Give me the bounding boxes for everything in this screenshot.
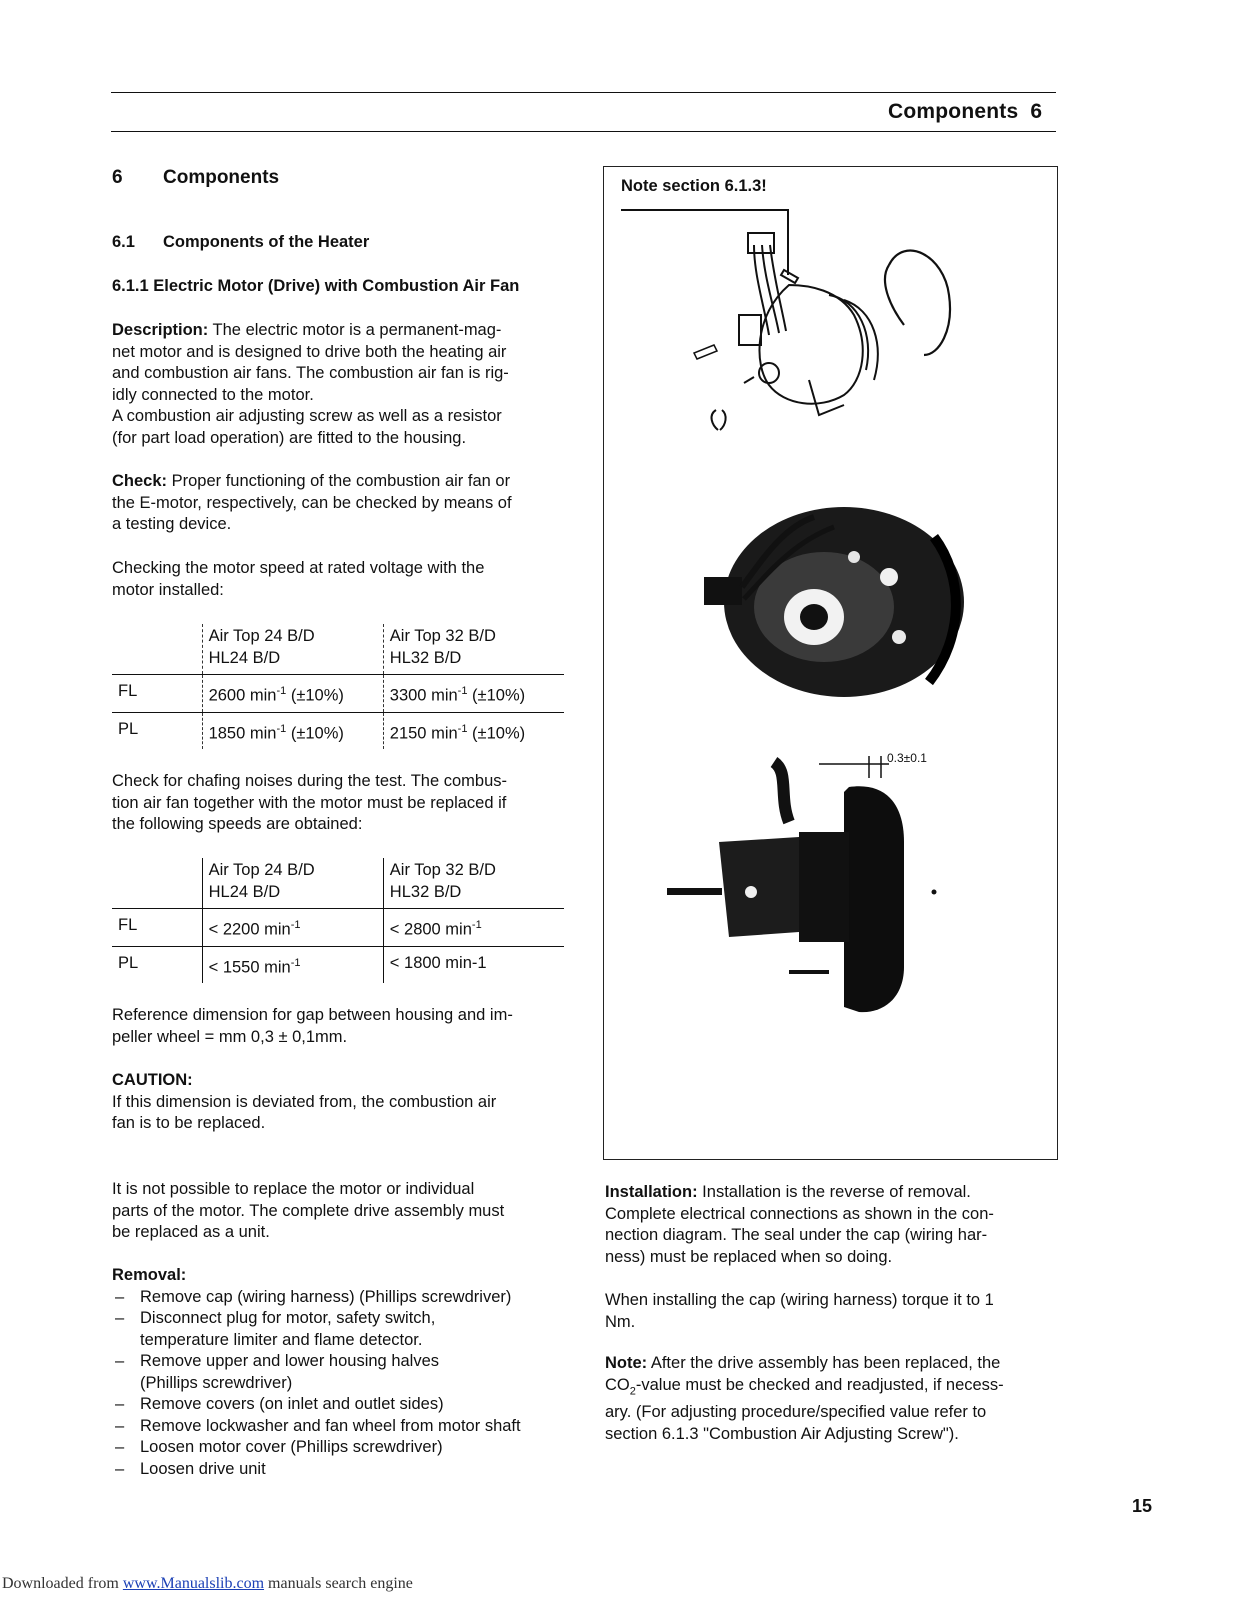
speed-value: 2150 min [389, 724, 458, 742]
row-label: PL [112, 946, 202, 983]
table-cell [383, 909, 564, 947]
checking-speed-line: Checking the motor speed at rated voltage with the [112, 559, 485, 577]
caution-block [112, 1070, 562, 1135]
tolerance: (±10%) [286, 724, 344, 742]
model-label: Air Top 32 B/D [389, 861, 496, 879]
table-header-row [112, 624, 564, 675]
download-footer [2, 1575, 413, 1593]
description-line: The electric motor is a permanent-mag- [208, 321, 502, 339]
installation-line: nection diagram. The seal under the cap (wiring har- [605, 1226, 988, 1244]
description-line: net motor and is designed to drive both the heating air [112, 342, 507, 361]
model-label: HL32 B/D [389, 882, 462, 901]
note-paragraph [605, 1353, 1055, 1445]
table-cell [383, 675, 564, 713]
speed-exponent: -1 [290, 919, 301, 931]
header-title [888, 100, 1042, 124]
check-line: the E-motor, respectively, can be checked by means of [112, 493, 512, 512]
table-row [112, 946, 564, 983]
header-chapter-number: 6 [1030, 100, 1043, 123]
speed-value: < 1800 min-1 [389, 953, 487, 972]
table-header-blank [112, 624, 202, 675]
speed-value: < 1550 min [208, 958, 291, 976]
list-item [112, 1394, 572, 1416]
table-header-cell [202, 624, 383, 675]
step-text: Remove covers (on inlet and outlet sides) [140, 1395, 444, 1413]
step-text: Remove cap (wiring harness) (Phillips screwdriver) [140, 1287, 512, 1306]
replace-note-line: parts of the motor. The complete drive assembly must [112, 1201, 505, 1220]
replace-note-line: be replaced as a unit. [112, 1223, 270, 1241]
description-line: (for part load operation) are fitted to the housing. [112, 428, 467, 447]
table-header-cell [202, 858, 383, 909]
subsection-heading [112, 233, 370, 252]
list-item [112, 1308, 572, 1351]
speed-value: 1850 min [208, 724, 277, 742]
step-text: Remove upper and lower housing halves [140, 1352, 440, 1370]
checking-speed-paragraph [112, 558, 562, 601]
tolerance: (±10%) [467, 724, 526, 742]
chafing-paragraph [112, 771, 562, 836]
installation-paragraph [605, 1182, 1055, 1268]
subsection-number: 6.1 [112, 233, 135, 251]
torque-paragraph [605, 1290, 1055, 1333]
subsection-title: Components of the Heater [163, 233, 370, 251]
gap-side-view-photo [659, 742, 989, 1027]
check-line: Proper functioning of the combustion air fan or [167, 472, 511, 490]
speed-exponent: -1 [290, 956, 301, 969]
checking-speed-line: motor installed: [112, 580, 224, 599]
speed-value: < 2200 min [208, 920, 291, 939]
header-title-text: Components [888, 100, 1019, 123]
removal-steps [112, 1287, 572, 1481]
note-label: Note: [605, 1354, 648, 1372]
note-line [605, 1375, 1055, 1403]
section-number: 6 [112, 167, 123, 188]
reference-line: Reference dimension for gap between housing and im- [112, 1006, 513, 1024]
installation-line: Installation is the reverse of removal. [697, 1183, 971, 1201]
rated-speed-table [112, 624, 564, 749]
header-top-rule [111, 92, 1056, 93]
table-row [112, 675, 564, 713]
speed-value: 2600 min [208, 686, 277, 705]
chafing-line: Check for chafing noises during the test. The combus- [112, 772, 507, 790]
speed-exponent: -1 [457, 722, 468, 735]
check-label: Check: [112, 472, 168, 490]
table-cell [202, 946, 383, 983]
row-label: PL [112, 712, 202, 749]
figure-box [603, 166, 1058, 1160]
chafing-line: the following speeds are obtained: [112, 815, 363, 833]
list-item [112, 1416, 572, 1438]
table-row [112, 909, 564, 947]
gap-dimension-label: 0.3±0.1 [887, 751, 927, 765]
limit-speed-table [112, 858, 564, 983]
model-label: HL32 B/D [389, 648, 462, 667]
list-item [112, 1437, 572, 1459]
check-paragraph [112, 471, 562, 536]
table-cell [383, 712, 564, 749]
speed-value: 3300 min [389, 686, 458, 705]
note-line: After the drive assembly has been replaced, the [647, 1354, 1001, 1372]
subsubsection-heading: 6.1.1 Electric Motor (Drive) with Combustion Air Fan [112, 277, 520, 295]
row-label: FL [112, 675, 202, 713]
co2-text: CO [605, 1375, 630, 1394]
row-label: FL [112, 909, 202, 947]
description-label: Description: [112, 321, 209, 339]
speed-exponent: -1 [471, 919, 482, 931]
model-label: Air Top 24 B/D [208, 627, 315, 645]
motor-exploded-drawing [604, 205, 1054, 455]
step-text: Remove lockwasher and fan wheel from motor shaft [140, 1416, 521, 1435]
motor-photo [674, 497, 974, 707]
description-line: idly connected to the motor. [112, 385, 314, 404]
installation-label: Installation: [605, 1183, 698, 1201]
list-item [112, 1287, 572, 1309]
table-header-blank [112, 858, 202, 909]
note-line: ary. (For adjusting procedure/specified value refer to [605, 1403, 987, 1422]
chafing-line: tion air fan together with the motor must be replaced if [112, 793, 507, 812]
step-text: temperature limiter and flame detector. [140, 1330, 423, 1349]
removal-label: Removal: [112, 1266, 187, 1284]
installation-line: ness) must be replaced when so doing. [605, 1247, 893, 1266]
model-label: HL24 B/D [208, 648, 281, 667]
model-label: HL24 B/D [208, 882, 281, 901]
replace-note-paragraph [112, 1179, 562, 1244]
caution-label: CAUTION: [112, 1071, 193, 1089]
page-number: 15 [1132, 1496, 1153, 1516]
model-label: Air Top 32 B/D [389, 627, 496, 645]
check-line: a testing device. [112, 515, 232, 533]
description-line: A combustion air adjusting screw as well as a resistor [112, 407, 502, 425]
caution-line: fan is to be replaced. [112, 1114, 266, 1132]
figure-note: Note section 6.1.3! [621, 177, 767, 195]
torque-line: When installing the cap (wiring harness) torque it to 1 [605, 1291, 994, 1309]
table-header-cell [383, 624, 564, 675]
description-line: and combustion air fans. The combustion air fan is rig- [112, 364, 509, 382]
note-line: section 6.1.3 "Combustion Air Adjusting Screw"). [605, 1424, 959, 1443]
model-label: Air Top 24 B/D [208, 861, 315, 879]
manualslib-link[interactable]: www.Manualslib.com [122, 1575, 265, 1592]
removal-block [112, 1265, 572, 1480]
speed-value: < 2800 min [389, 920, 472, 939]
list-item [112, 1459, 572, 1481]
section-heading [112, 167, 280, 189]
step-text: Disconnect plug for motor, safety switch, [140, 1309, 436, 1327]
table-cell [202, 909, 383, 947]
table-cell [202, 675, 383, 713]
caution-line: If this dimension is deviated from, the combustion air [112, 1092, 497, 1111]
table-header-row [112, 858, 564, 909]
speed-exponent: -1 [276, 722, 287, 735]
co2-subscript: 2 [629, 1384, 636, 1397]
table-cell [383, 946, 564, 983]
reference-line: peller wheel = mm 0,3 ± 0,1mm. [112, 1027, 348, 1046]
description-paragraph [112, 320, 562, 449]
step-text: Loosen motor cover (Phillips screwdriver) [140, 1438, 443, 1456]
torque-line: Nm. [605, 1312, 636, 1331]
speed-exponent: -1 [457, 685, 468, 697]
step-text: Loosen drive unit [140, 1459, 266, 1478]
tolerance: (±10%) [286, 686, 344, 705]
note-line-text: -value must be checked and readjusted, if necess- [635, 1375, 1004, 1394]
footer-prefix: Downloaded from [2, 1575, 123, 1592]
replace-note-line: It is not possible to replace the motor or individual [112, 1180, 475, 1198]
header-bottom-rule [111, 131, 1056, 132]
speed-exponent: -1 [276, 685, 287, 697]
installation-line: Complete electrical connections as shown in the con- [605, 1204, 994, 1223]
reference-paragraph [112, 1005, 562, 1048]
step-text: (Phillips screwdriver) [140, 1373, 293, 1392]
table-header-cell [383, 858, 564, 909]
tolerance: (±10%) [467, 686, 526, 705]
footer-suffix: manuals search engine [264, 1575, 413, 1592]
section-title: Components [163, 167, 280, 188]
table-row [112, 712, 564, 749]
table-cell [202, 712, 383, 749]
list-item [112, 1351, 572, 1394]
